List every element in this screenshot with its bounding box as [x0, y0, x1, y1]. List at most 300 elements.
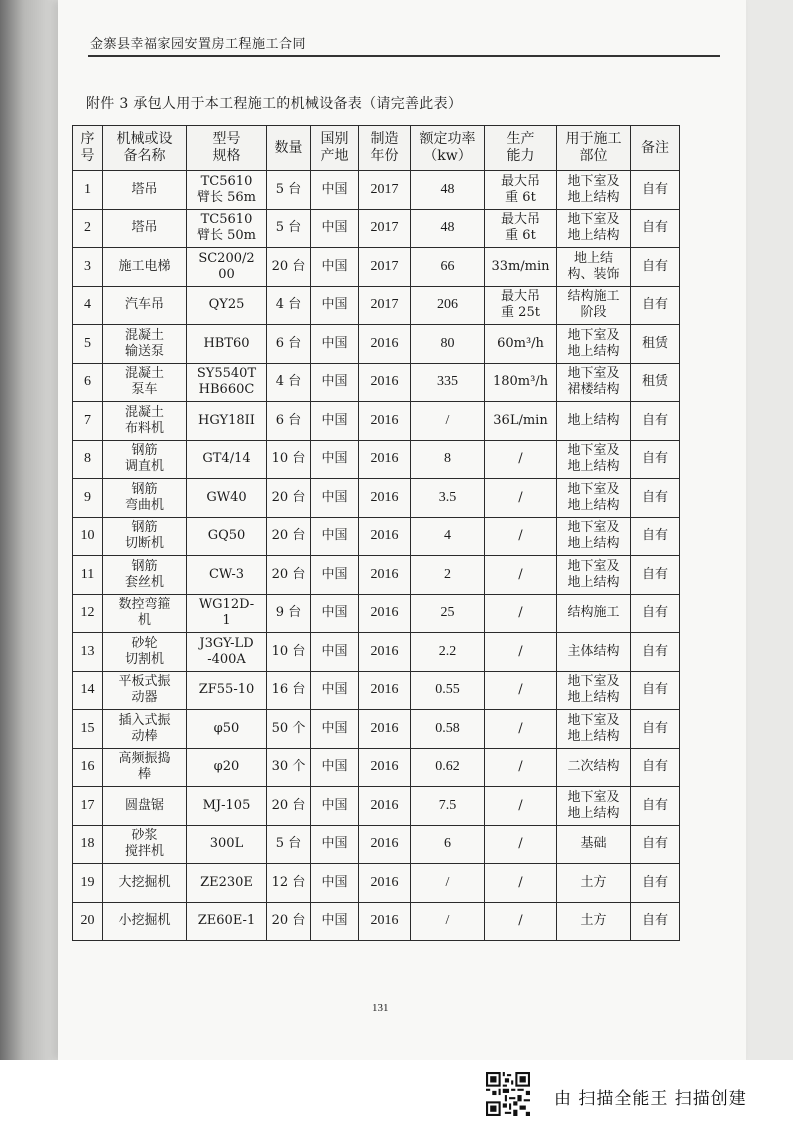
table-cell [267, 363, 311, 402]
table-cell [187, 902, 267, 941]
cell-text: 臂长 56m [196, 189, 256, 205]
table-cell [631, 248, 680, 287]
table-cell [631, 864, 680, 903]
table-row [73, 286, 680, 325]
table-cell [267, 594, 311, 633]
cell-text: 自有 [641, 528, 668, 544]
cell-text: 1 [222, 613, 231, 629]
cell-text: 4 [84, 297, 91, 313]
table-cell [411, 633, 485, 672]
table-cell [267, 402, 311, 441]
table-cell [485, 902, 557, 941]
table-cell [359, 864, 411, 903]
table-cell [485, 671, 557, 710]
cell-text: ZF55-10 [198, 682, 255, 698]
table-cell [267, 248, 311, 287]
table-cell [103, 594, 187, 633]
table-cell [311, 171, 359, 210]
table-cell [103, 479, 187, 518]
cell-text: 中国 [321, 566, 348, 582]
table-cell [631, 902, 680, 941]
cell-text: 2016 [370, 412, 399, 428]
cell-text: 自有 [641, 759, 668, 775]
table-cell [103, 710, 187, 749]
cell-text: 中国 [321, 759, 348, 775]
table-cell [103, 556, 187, 595]
cell-text: 3 [84, 258, 91, 274]
table-cell [187, 325, 267, 364]
table-cell [631, 479, 680, 518]
table-cell [187, 286, 267, 325]
cell-text: 中国 [321, 720, 348, 736]
cell-text: 2 [444, 566, 451, 582]
table-row [73, 633, 680, 672]
table-cell [485, 171, 557, 210]
table-cell [103, 864, 187, 903]
table-cell [187, 440, 267, 479]
table-row [73, 209, 680, 248]
table-cell [411, 286, 485, 325]
table-cell [267, 633, 311, 672]
cell-text: 自有 [641, 643, 668, 659]
cell-text: / [518, 874, 523, 890]
table-cell [359, 671, 411, 710]
table-cell [103, 902, 187, 941]
cell-text: 自有 [641, 412, 668, 428]
table-cell [267, 440, 311, 479]
table-cell [187, 864, 267, 903]
table-row [73, 402, 680, 441]
cell-text: 自有 [641, 605, 668, 621]
cell-text: 泵车 [131, 382, 158, 398]
table-cell [359, 171, 411, 210]
table-cell [311, 363, 359, 402]
cell-text: / [445, 874, 450, 890]
cell-text: 20 台 [271, 528, 306, 544]
cell-text: 00 [218, 266, 235, 282]
cell-text: 臂长 50m [196, 228, 256, 244]
table-cell [411, 479, 485, 518]
table-cell [73, 671, 103, 710]
cell-text: 335 [437, 374, 458, 390]
column-header-text: 备名称 [123, 148, 166, 164]
cell-text: QY25 [208, 297, 245, 313]
table-cell [103, 248, 187, 287]
cell-text: 地下室及 [567, 674, 620, 690]
table-cell [557, 825, 631, 864]
cell-text: 土方 [580, 913, 607, 929]
cell-text: J3GY-LD [199, 635, 254, 651]
cell-text: / [518, 451, 523, 467]
table-cell [311, 671, 359, 710]
table-cell [187, 748, 267, 787]
cell-text: 地下室及 [567, 789, 620, 805]
cell-text: 7.5 [438, 797, 457, 813]
table-cell [557, 902, 631, 941]
cell-text: 36L/min [493, 412, 548, 428]
column-header-text: 国别 [320, 131, 349, 147]
cell-text: 20 [80, 913, 95, 929]
cell-text: 地上结构 [567, 536, 620, 552]
table-cell [411, 825, 485, 864]
table-cell [267, 171, 311, 210]
table-cell [359, 594, 411, 633]
cell-text: 2016 [370, 759, 399, 775]
table-cell [631, 594, 680, 633]
cell-text: 地下室及 [567, 443, 620, 459]
cell-text: 0.62 [435, 759, 460, 775]
cell-text: 中国 [321, 258, 348, 274]
table-cell [73, 440, 103, 479]
cell-text: 6 台 [275, 335, 302, 351]
cell-text: GT4/14 [202, 451, 251, 467]
column-header [359, 126, 411, 171]
cell-text: 10 台 [271, 643, 306, 659]
qr-code-icon [486, 1072, 530, 1116]
cell-text: 中国 [321, 874, 348, 890]
cell-text: 12 [80, 605, 95, 621]
cell-text: 套丝机 [124, 574, 164, 590]
cell-text: HBT60 [203, 335, 250, 351]
table-cell [73, 825, 103, 864]
table-cell [73, 363, 103, 402]
cell-text: 地下室及 [567, 327, 620, 343]
table-cell [73, 633, 103, 672]
cell-text: WG12D- [198, 597, 255, 613]
table-cell [311, 594, 359, 633]
cell-text: 二次结构 [567, 759, 620, 775]
cell-text: 中国 [321, 605, 348, 621]
cell-text: 18 [80, 836, 95, 852]
table-cell [557, 479, 631, 518]
column-header-text: 额定功率 [419, 131, 476, 147]
cell-text: 地上结构 [567, 805, 620, 821]
table-cell [103, 787, 187, 826]
table-cell [103, 633, 187, 672]
table-cell [267, 556, 311, 595]
table-cell [187, 710, 267, 749]
cell-text: / [445, 412, 450, 428]
table-cell [359, 710, 411, 749]
cell-text: 动器 [131, 690, 158, 706]
column-header-text: 序 [80, 131, 95, 147]
cell-text: 66 [440, 258, 455, 274]
cell-text: 最大吊 [500, 289, 540, 305]
table-cell [267, 710, 311, 749]
column-header-text: 机械或设 [116, 131, 173, 147]
table-row [73, 248, 680, 287]
table-cell [557, 286, 631, 325]
cell-text: 12 台 [271, 874, 306, 890]
column-header [411, 126, 485, 171]
table-cell [411, 556, 485, 595]
cell-text: TC5610 [200, 212, 253, 228]
table-cell [103, 748, 187, 787]
cell-text: 20 台 [271, 566, 306, 582]
table-cell [73, 402, 103, 441]
cell-text: 地下室及 [567, 212, 620, 228]
cell-text: 33m/min [491, 258, 550, 274]
table-cell [187, 825, 267, 864]
cell-text: 5 台 [275, 181, 302, 197]
table-cell [267, 825, 311, 864]
table-cell [631, 556, 680, 595]
table-cell [485, 440, 557, 479]
cell-text: 中国 [321, 297, 348, 313]
table-row [73, 440, 680, 479]
cell-text: 2017 [370, 181, 399, 197]
table-cell [411, 171, 485, 210]
table-cell [187, 479, 267, 518]
table-cell [311, 825, 359, 864]
column-header-text: （kw） [423, 148, 472, 164]
cell-text: 搅拌机 [124, 844, 164, 860]
cell-text: 重 25t [501, 305, 540, 321]
table-cell [557, 248, 631, 287]
table-cell [557, 325, 631, 364]
cell-text: 2017 [370, 258, 399, 274]
cell-text: ZE230E [200, 874, 253, 890]
table-cell [103, 671, 187, 710]
cell-text: 地上结构 [567, 412, 620, 428]
table-row [73, 363, 680, 402]
table-cell [631, 710, 680, 749]
column-header-text: 能力 [506, 148, 535, 164]
cell-text: 机 [137, 613, 151, 629]
table-cell [359, 902, 411, 941]
table-cell [73, 171, 103, 210]
page-number: 131 [372, 1002, 389, 1014]
table-cell [311, 633, 359, 672]
table-cell [103, 517, 187, 556]
table-cell [73, 479, 103, 518]
cell-text: / [518, 489, 523, 505]
cell-text: / [518, 720, 523, 736]
table-cell [359, 363, 411, 402]
cell-text: 砂浆 [131, 828, 158, 844]
table-cell [187, 248, 267, 287]
cell-text: 0.58 [435, 720, 460, 736]
cell-text: 地上结构 [567, 459, 620, 475]
table-cell [73, 902, 103, 941]
cell-text: 3.5 [438, 489, 457, 505]
column-header-text: 年份 [370, 148, 399, 164]
cell-text: 16 台 [271, 682, 306, 698]
table-cell [557, 633, 631, 672]
cell-text: 中国 [321, 643, 348, 659]
table-cell [411, 710, 485, 749]
cell-text: 钢筋 [131, 481, 158, 497]
table-cell [73, 556, 103, 595]
table-cell [557, 209, 631, 248]
cell-text: 自有 [641, 720, 668, 736]
cell-text: 自有 [641, 297, 668, 313]
cell-text: GW40 [206, 489, 247, 505]
table-cell [187, 363, 267, 402]
cell-text: 2016 [370, 566, 399, 582]
table-cell [359, 748, 411, 787]
cell-text: 切断机 [124, 536, 164, 552]
table-row [73, 171, 680, 210]
table-cell [73, 864, 103, 903]
table-cell [73, 517, 103, 556]
cell-text: 5 台 [275, 220, 302, 236]
column-header-text: 备注 [641, 139, 669, 156]
header-rule [88, 55, 720, 57]
cell-text: 中国 [321, 220, 348, 236]
table-cell [187, 671, 267, 710]
scanner-watermark: 由 扫描全能王 扫描创建 [554, 1089, 747, 1109]
cell-text: 弯曲机 [124, 497, 164, 513]
cell-text: 中国 [321, 451, 348, 467]
cell-text: 2017 [370, 297, 399, 313]
table-cell [557, 710, 631, 749]
cell-text: 塔吊 [131, 220, 158, 236]
table-cell [73, 286, 103, 325]
table-cell [267, 209, 311, 248]
cell-text: 4 台 [275, 297, 302, 313]
table-cell [485, 825, 557, 864]
cell-text: 4 [444, 528, 451, 544]
table-cell [485, 402, 557, 441]
cell-text: 50 个 [271, 720, 306, 736]
table-cell [267, 787, 311, 826]
cell-text: 180m³/h [492, 374, 549, 390]
cell-text: 地上结构 [567, 189, 620, 205]
cell-text: 10 [80, 528, 95, 544]
cell-text: 中国 [321, 412, 348, 428]
cell-text: 自有 [641, 220, 668, 236]
column-header-text: 规格 [212, 148, 241, 164]
cell-text: 自有 [641, 489, 668, 505]
cell-text: 自有 [641, 181, 668, 197]
table-cell [359, 787, 411, 826]
cell-text: 重 6t [505, 189, 536, 205]
cell-text: 施工电梯 [118, 258, 171, 274]
cell-text: 60m³/h [497, 335, 544, 351]
cell-text: 插入式振 [118, 712, 171, 728]
cell-text: 中国 [321, 797, 348, 813]
cell-text: HGY18II [198, 412, 255, 428]
cell-text: SY5540T [196, 366, 257, 382]
column-header [73, 126, 103, 171]
table-cell [187, 556, 267, 595]
table-cell [187, 787, 267, 826]
table-cell [485, 248, 557, 287]
table-cell [267, 864, 311, 903]
cell-text: / [518, 566, 523, 582]
table-cell [411, 325, 485, 364]
cell-text: 结构施工 [567, 605, 620, 621]
table-cell [485, 209, 557, 248]
cell-text: 80 [440, 335, 455, 351]
table-cell [557, 556, 631, 595]
scan-edge-shadow [0, 0, 60, 1060]
cell-text: TC5610 [200, 173, 253, 189]
table-cell [187, 171, 267, 210]
cell-text: 2017 [370, 220, 399, 236]
table-cell [631, 825, 680, 864]
cell-text: 自有 [641, 258, 668, 274]
cell-text: CW-3 [208, 566, 245, 582]
table-cell [485, 748, 557, 787]
cell-text: 20 台 [271, 258, 306, 274]
cell-text: 自有 [641, 682, 668, 698]
table-cell [631, 209, 680, 248]
table-cell [359, 633, 411, 672]
table-cell [311, 556, 359, 595]
table-cell [359, 286, 411, 325]
table-row [73, 902, 680, 941]
table-cell [103, 171, 187, 210]
cell-text: 2016 [370, 605, 399, 621]
cell-text: 地上结 [573, 250, 613, 266]
table-row [73, 825, 680, 864]
table-cell [267, 286, 311, 325]
cell-text: 中国 [321, 374, 348, 390]
cell-text: MJ-105 [202, 797, 251, 813]
cell-text: / [518, 913, 523, 929]
cell-text: 棒 [137, 767, 151, 783]
column-header [103, 126, 187, 171]
table-cell [311, 787, 359, 826]
table-header-row [73, 126, 680, 171]
table-cell [411, 864, 485, 903]
cell-text: 钢筋 [131, 443, 158, 459]
table-cell [359, 209, 411, 248]
table-cell [267, 325, 311, 364]
cell-text: 0.55 [435, 682, 460, 698]
cell-text: 地上结构 [567, 574, 620, 590]
cell-text: φ20 [213, 759, 240, 775]
cell-text: -400A [207, 651, 246, 667]
table-cell [187, 209, 267, 248]
table-cell [411, 248, 485, 287]
cell-text: 206 [437, 297, 458, 313]
table-cell [631, 402, 680, 441]
column-header-text: 号 [80, 148, 95, 164]
table-cell [73, 209, 103, 248]
table-cell [73, 787, 103, 826]
table-cell [311, 864, 359, 903]
table-cell [267, 902, 311, 941]
cell-text: 调直机 [124, 459, 164, 475]
cell-text: 6 [84, 374, 91, 390]
cell-text: 混凝土 [124, 327, 164, 343]
cell-text: 2016 [370, 335, 399, 351]
table-cell [411, 402, 485, 441]
column-header-text: 部位 [579, 148, 608, 164]
cell-text: 2016 [370, 913, 399, 929]
cell-text: 16 [80, 759, 95, 775]
table-cell [311, 209, 359, 248]
column-header-text: 型号 [212, 131, 241, 147]
table-cell [267, 517, 311, 556]
cell-text: 中国 [321, 836, 348, 852]
table-cell [359, 248, 411, 287]
cell-text: 2016 [370, 374, 399, 390]
table-cell [557, 517, 631, 556]
cell-text: 动棒 [131, 728, 158, 744]
table-cell [631, 363, 680, 402]
table-cell [411, 209, 485, 248]
cell-text: / [518, 797, 523, 813]
column-header-text: 生产 [506, 131, 535, 147]
cell-text: 钢筋 [131, 558, 158, 574]
cell-text: 地上结构 [567, 728, 620, 744]
cell-text: 20 台 [271, 797, 306, 813]
table-cell [411, 517, 485, 556]
